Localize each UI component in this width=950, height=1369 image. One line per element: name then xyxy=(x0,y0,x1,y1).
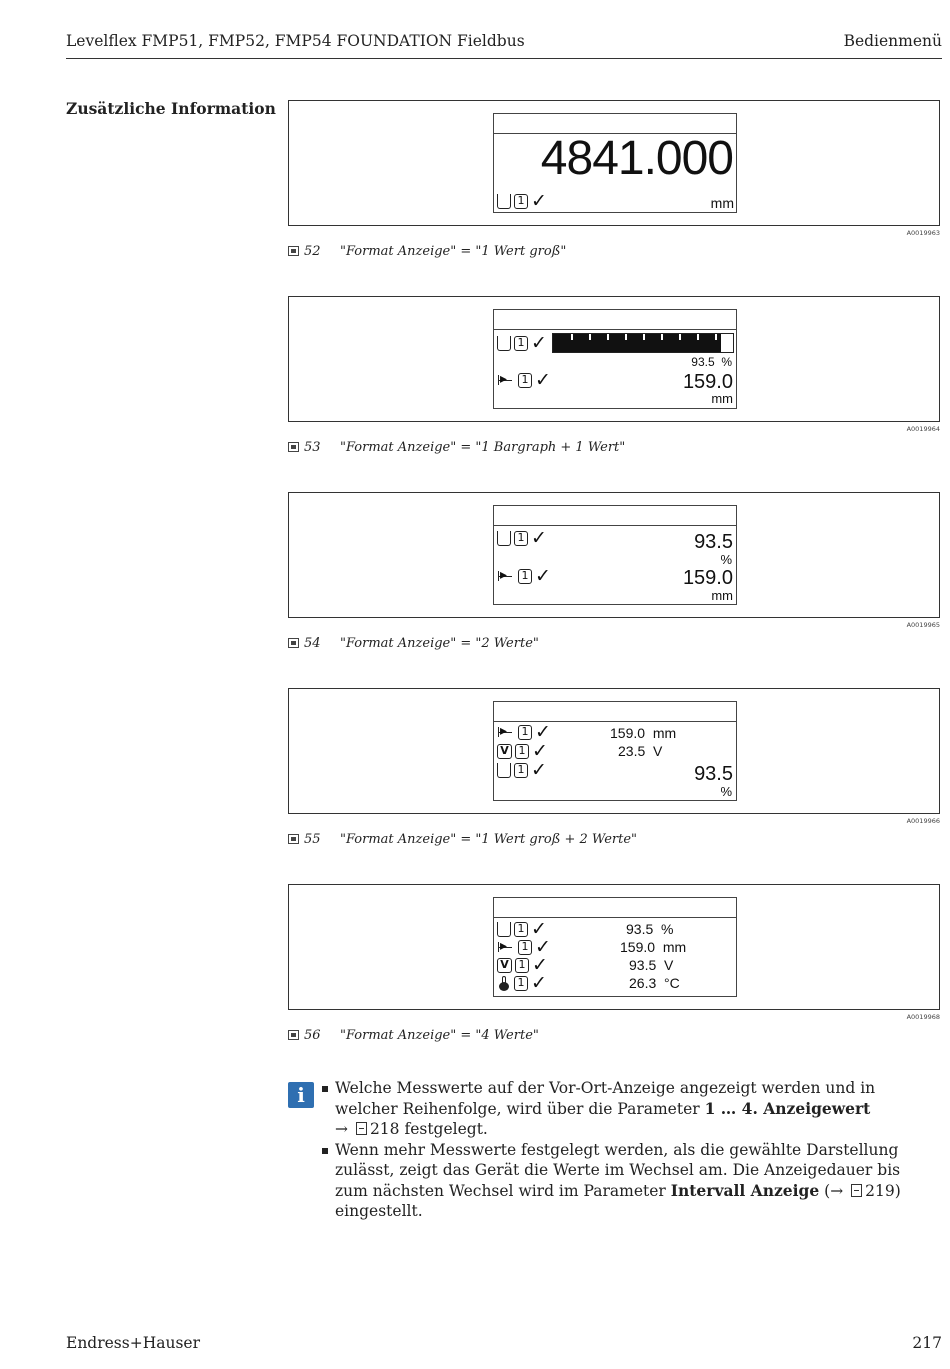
display-header-line xyxy=(494,329,736,330)
figure-code: A0019965 xyxy=(906,621,940,629)
level-container-icon xyxy=(497,922,511,937)
header-title: Levelflex FMP51, FMP52, FMP54 FOUNDATION Fieldbus xyxy=(66,32,525,50)
status-ok-icon: ✓ xyxy=(531,972,547,994)
status-row xyxy=(497,761,547,779)
channel-icon: 1 xyxy=(518,725,532,740)
thermometer-icon xyxy=(497,976,511,991)
channel-icon: 1 xyxy=(518,569,532,584)
info-text: Welche Messwerte auf der Vor-Ort-Anzeige angezeigt werden und in welcher Reihenfolge, wird über die Parameter xyxy=(335,1079,876,1118)
bargraph-tick xyxy=(697,334,699,340)
info-item xyxy=(322,1140,934,1222)
status-ok-icon: ✓ xyxy=(532,740,548,762)
display-line-2: 23.5 V xyxy=(618,743,663,759)
distance-icon xyxy=(497,373,515,387)
status-row xyxy=(497,974,547,992)
arrow-icon: → xyxy=(335,1120,348,1138)
status-ok-icon: ✓ xyxy=(531,190,547,212)
display-line-2: 159.0 mm xyxy=(620,939,687,955)
parameter-name: 1 … 4. Anzeigewert xyxy=(704,1098,871,1118)
figure-54-box xyxy=(288,492,940,618)
voltage-icon: V xyxy=(497,958,512,973)
figure-icon xyxy=(288,1030,299,1040)
figure-number: 55 xyxy=(304,832,321,847)
display-line-1: 93.5 % xyxy=(626,921,674,937)
display-unit: mm xyxy=(710,195,734,211)
figure-code: A0019964 xyxy=(906,425,940,433)
display-line-3: 93.5 V xyxy=(629,957,674,973)
figure-caption-text: "Format Anzeige" = "2 Werte" xyxy=(340,636,539,651)
figure-53-box xyxy=(288,296,940,422)
info-icon: i xyxy=(288,1082,314,1108)
status-ok-icon: ✓ xyxy=(531,918,547,940)
status-row xyxy=(497,334,547,352)
distance-icon xyxy=(497,725,515,739)
display-value: 159.0 xyxy=(682,371,733,393)
figure-number: 52 xyxy=(304,244,321,259)
figure-icon xyxy=(288,638,299,648)
status-ok-icon: ✓ xyxy=(532,954,548,976)
status-row xyxy=(497,567,551,585)
figure-caption xyxy=(288,1028,539,1043)
bargraph-tick xyxy=(679,334,681,340)
info-text: festgelegt. xyxy=(399,1120,488,1138)
voltage-icon: V xyxy=(497,744,512,759)
display-screen xyxy=(493,505,737,605)
parameter-name: Intervall Anzeige xyxy=(670,1180,820,1200)
figure-caption xyxy=(288,832,637,847)
status-ok-icon: ✓ xyxy=(531,332,547,354)
footer-page-number: 217 xyxy=(912,1334,942,1352)
figure-icon xyxy=(288,834,299,844)
bargraph-tick xyxy=(715,334,717,340)
footer-brand: Endress+Hauser xyxy=(66,1334,200,1352)
figure-number: 54 xyxy=(304,636,321,651)
display-big-value: 93.5 xyxy=(694,763,733,785)
info-text: Wenn mehr Messwerte festgelegt werden, als die gewählte Darstellung zulässt, zeigt das Gerät die Werte im Wechsel am. Die Anzeigedauer bis zum nächsten Wechsel wird im Parameter xyxy=(335,1140,901,1200)
figure-caption-text: "Format Anzeige" = "1 Wert groß + 2 Werte" xyxy=(340,832,638,847)
figure-caption xyxy=(288,440,625,455)
figure-code: A0019968 xyxy=(906,1013,940,1021)
figure-56-box xyxy=(288,884,940,1010)
level-container-icon xyxy=(497,763,511,778)
figure-number: 53 xyxy=(304,440,321,455)
distance-icon xyxy=(497,569,515,583)
status-row xyxy=(497,529,547,547)
channel-icon: 1 xyxy=(518,373,532,388)
figure-code: A0019963 xyxy=(906,229,940,237)
display-value-2: 159.0 xyxy=(682,567,733,589)
display-unit-1: % xyxy=(720,552,732,567)
status-ok-icon: ✓ xyxy=(535,565,551,587)
display-screen xyxy=(493,897,737,997)
channel-icon: 1 xyxy=(514,922,528,937)
figure-icon xyxy=(288,246,299,256)
display-unit-2: mm xyxy=(711,588,733,603)
page-reference xyxy=(335,1120,400,1138)
figure-caption-text: "Format Anzeige" = "1 Bargraph + 1 Wert" xyxy=(340,440,626,455)
figure-caption xyxy=(288,244,566,259)
page-number: 218 xyxy=(369,1120,400,1138)
bargraph-value: 93.5 % xyxy=(691,355,732,369)
info-list xyxy=(322,1078,934,1222)
display-header-line xyxy=(494,525,736,526)
figure-52-box xyxy=(288,100,940,226)
display-line-1: 159.0 mm xyxy=(610,725,677,741)
display-line-4: 26.3 °C xyxy=(629,975,680,991)
channel-icon: 1 xyxy=(514,763,528,778)
figure-caption-text: "Format Anzeige" = "4 Werte" xyxy=(340,1028,539,1043)
info-text: ) eingestellt. xyxy=(335,1181,901,1220)
display-unit: mm xyxy=(711,391,733,406)
display-screen xyxy=(493,113,737,213)
status-row xyxy=(497,192,547,210)
status-ok-icon: ✓ xyxy=(535,936,551,958)
bargraph-tick xyxy=(643,334,645,340)
display-value-1: 93.5 xyxy=(694,531,733,553)
level-container-icon xyxy=(497,194,511,209)
display-screen xyxy=(493,309,737,409)
bargraph xyxy=(552,333,734,353)
channel-icon: 1 xyxy=(514,336,528,351)
figure-icon xyxy=(288,442,299,452)
page-reference xyxy=(819,1182,895,1200)
display-header-line xyxy=(494,721,736,722)
level-container-icon xyxy=(497,531,511,546)
display-big-unit: % xyxy=(720,784,732,799)
status-row xyxy=(497,742,548,760)
page-icon xyxy=(356,1122,367,1135)
channel-icon: 1 xyxy=(515,744,529,759)
distance-icon xyxy=(497,940,515,954)
bargraph-tick xyxy=(589,334,591,340)
arrow-icon: (→ xyxy=(819,1181,844,1200)
status-ok-icon: ✓ xyxy=(535,369,551,391)
bargraph-tick xyxy=(661,334,663,340)
status-row xyxy=(497,371,551,389)
channel-icon: 1 xyxy=(514,194,528,209)
figure-caption xyxy=(288,636,539,651)
figure-caption-text: "Format Anzeige" = "1 Wert groß" xyxy=(340,244,567,259)
info-item xyxy=(322,1078,934,1140)
page-icon xyxy=(851,1184,862,1197)
status-ok-icon: ✓ xyxy=(531,527,547,549)
display-big-value: 4841.000 xyxy=(540,132,733,185)
channel-icon: 1 xyxy=(514,976,528,991)
header-section: Bedienmenü xyxy=(843,32,942,50)
figure-number: 56 xyxy=(304,1028,321,1043)
channel-icon: 1 xyxy=(518,940,532,955)
status-row xyxy=(497,723,551,741)
figure-code: A0019966 xyxy=(906,817,940,825)
page-number: 219 xyxy=(865,1181,895,1200)
channel-icon: 1 xyxy=(514,531,528,546)
level-container-icon xyxy=(497,336,511,351)
bargraph-tick xyxy=(625,334,627,340)
bargraph-tick xyxy=(607,334,609,340)
figure-55-box xyxy=(288,688,940,814)
display-screen xyxy=(493,701,737,801)
header-rule xyxy=(66,58,942,59)
channel-icon: 1 xyxy=(515,958,529,973)
bargraph-tick xyxy=(571,334,573,340)
side-heading: Zusätzliche Information xyxy=(66,99,276,118)
status-ok-icon: ✓ xyxy=(535,721,551,743)
status-ok-icon: ✓ xyxy=(531,759,547,781)
